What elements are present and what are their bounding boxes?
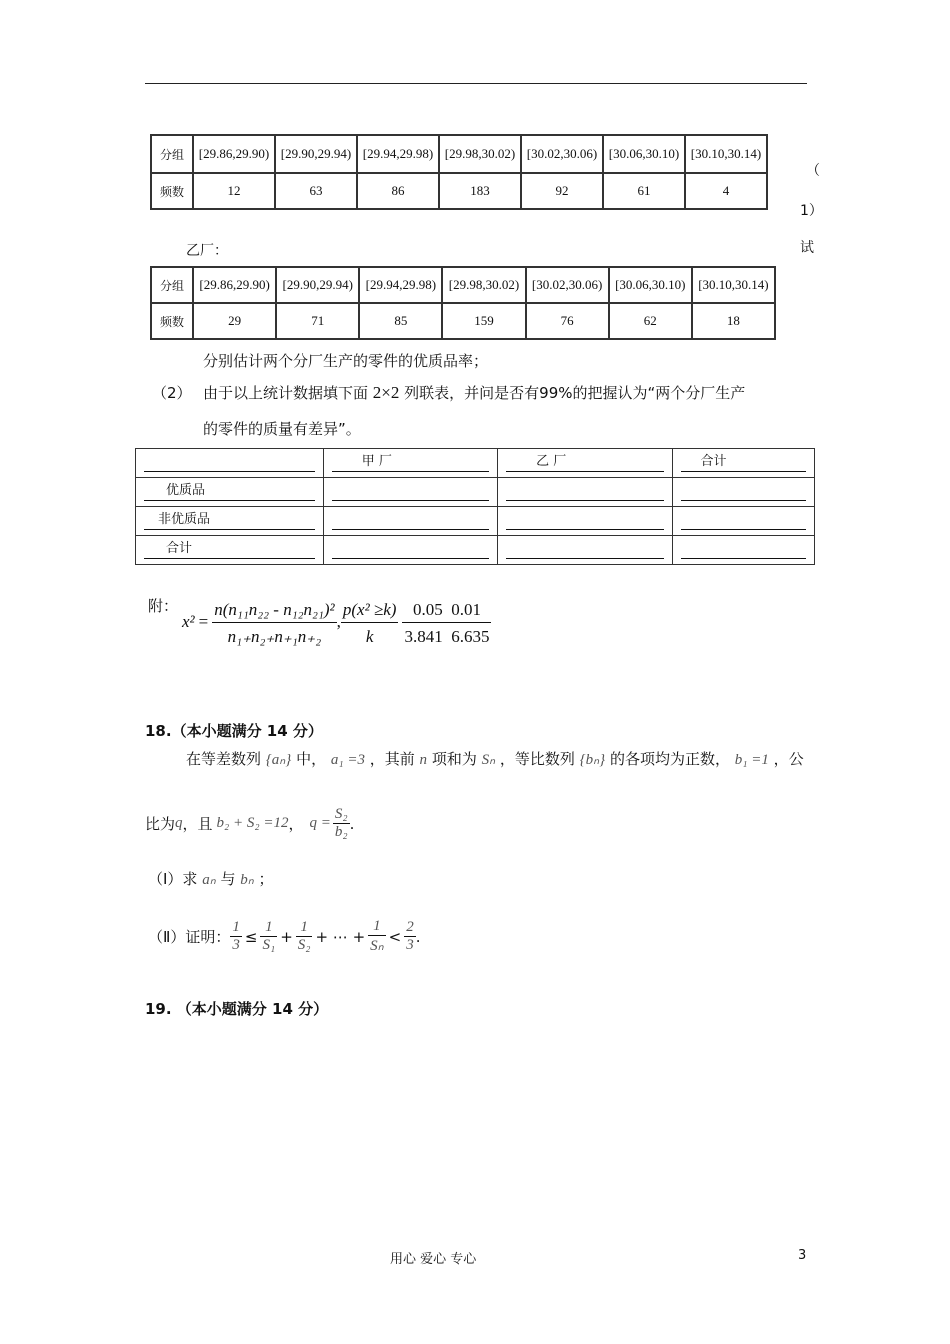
factory-b-count: 76 xyxy=(526,303,609,339)
factory-a-count: 12 xyxy=(193,173,275,209)
q18-text: 的各项均为正数， xyxy=(609,750,730,768)
factory-b-count: 29 xyxy=(193,303,276,339)
factory-a-group: [29.90,29.94) xyxy=(275,135,357,173)
q18-math: q = xyxy=(309,815,331,831)
frac-num: 1 xyxy=(296,919,313,937)
p-value: 0.05 xyxy=(412,600,443,619)
q18-math: b₁ =1 xyxy=(734,752,769,768)
q18-math: Sₙ xyxy=(481,752,496,768)
q18-math: q xyxy=(175,815,183,831)
factory-a-count: 4 xyxy=(685,173,767,209)
factory-a-group: [30.02,30.06) xyxy=(521,135,603,173)
q18-text: . xyxy=(349,814,355,833)
footer-center: 用心 爱心 专心 xyxy=(390,1252,477,1267)
formula-denominator: n₁₊n₂₊n₊₁n₊₂ xyxy=(227,627,322,646)
q18-text: 与 xyxy=(220,870,236,888)
factory-b-table xyxy=(150,266,776,340)
factory-a-group: [29.86,29.90) xyxy=(193,135,275,173)
q18-text: ，且 xyxy=(182,815,213,833)
frac-num: 2 xyxy=(406,919,414,935)
frac-den: S₂ xyxy=(297,937,311,953)
q18-part1 xyxy=(148,868,274,889)
ct-cell[interactable] xyxy=(506,542,663,559)
q18-math: b₂ + S₂ =12 xyxy=(216,815,289,831)
q18-text: ， xyxy=(288,815,304,833)
factory-a-count: 61 xyxy=(603,173,685,209)
q17-part1-text: 分别估计两个分厂生产的零件的优质品率； xyxy=(203,352,489,370)
op: + ⋯ + xyxy=(315,927,366,946)
ct-header: 合计 xyxy=(681,455,807,472)
k-value: 6.635 xyxy=(451,627,490,646)
frac-num: 1 xyxy=(368,918,385,936)
q18-text: 中， xyxy=(296,750,327,768)
q18-text: ，等比数列 xyxy=(499,750,575,768)
q19-heading: 19. （本小题满分 14 分） xyxy=(145,1000,329,1018)
factory-a-count: 92 xyxy=(521,173,603,209)
op: ≤ xyxy=(244,927,258,946)
factory-b-group: [29.98,30.02) xyxy=(442,267,525,303)
op: . xyxy=(415,927,421,946)
factory-b-group: [30.02,30.06) xyxy=(526,267,609,303)
factory-a-group: [30.10,30.14) xyxy=(685,135,767,173)
q18-text: 比为 xyxy=(145,815,176,833)
factory-b-group: [29.94,29.98) xyxy=(359,267,442,303)
factory-b-header-label: 分组 xyxy=(151,267,193,303)
factory-b-group: [29.90,29.94) xyxy=(276,267,359,303)
side-text-one: 1） xyxy=(800,203,823,219)
q18-part2 xyxy=(148,918,421,955)
q18-heading: 18.（本小题满分 14 分） xyxy=(145,722,323,740)
chi-square-formula xyxy=(182,588,491,647)
q17-part2-math: 2×2 xyxy=(372,383,400,402)
ct-cell[interactable] xyxy=(681,542,807,559)
page-number: 3 xyxy=(798,1248,807,1263)
q17-part2-text-a: 由于以上统计数据填下面 xyxy=(203,384,369,402)
factory-a-header-label: 分组 xyxy=(151,135,193,173)
p-label: p(x² ≥k) xyxy=(341,600,399,623)
q18-text: 在等差数列 xyxy=(186,750,262,768)
factory-b-group: [30.06,30.10) xyxy=(609,267,692,303)
ct-header xyxy=(144,455,315,472)
formula-eq: = xyxy=(198,611,209,631)
factory-a-count: 183 xyxy=(439,173,521,209)
q18-math: {bₙ} xyxy=(579,752,606,768)
ct-cell[interactable] xyxy=(332,484,489,501)
op: + xyxy=(280,927,293,946)
frac-num: 1 xyxy=(232,919,240,935)
factory-b-count: 85 xyxy=(359,303,442,339)
factory-b-group: [29.86,29.90) xyxy=(193,267,276,303)
ct-cell[interactable] xyxy=(681,513,807,530)
ct-row-label: 优质品 xyxy=(144,484,315,501)
q18-math: {aₙ} xyxy=(265,752,292,768)
ct-cell[interactable] xyxy=(681,484,807,501)
q-frac-num: S₂ xyxy=(334,806,348,822)
q17-part2-num: （2） xyxy=(152,384,192,402)
ct-header: 甲 厂 xyxy=(332,455,489,472)
factory-a-count-label: 频数 xyxy=(151,173,193,209)
factory-b-count: 62 xyxy=(609,303,692,339)
header-rule xyxy=(145,83,807,84)
k-label: k xyxy=(365,627,374,646)
q18-text: （Ⅰ）求 xyxy=(148,870,198,888)
frac-den: 3 xyxy=(406,937,414,953)
factory-a-count: 63 xyxy=(275,173,357,209)
q18-line1 xyxy=(186,748,804,769)
ct-cell[interactable] xyxy=(332,513,489,530)
q18-math: n xyxy=(419,752,428,768)
side-text-open: （ xyxy=(806,163,820,179)
factory-a-table xyxy=(150,134,768,210)
formula-comma: , xyxy=(336,611,341,631)
factory-a-group: [29.94,29.98) xyxy=(357,135,439,173)
factory-a-count: 86 xyxy=(357,173,439,209)
q18-text: ； xyxy=(258,870,274,888)
ct-cell[interactable] xyxy=(332,542,489,559)
ct-cell[interactable] xyxy=(506,484,663,501)
formula-numerator: n(n₁₁n₂₂ - n₁₂n₂₁)² xyxy=(212,600,336,623)
ct-header: 乙 厂 xyxy=(506,455,663,472)
q17-part2-text-b: 列联表，并问是否有99%的把握认为“两个分厂生产 xyxy=(404,384,746,402)
factory-b-count-label: 频数 xyxy=(151,303,193,339)
factory-b-count: 71 xyxy=(276,303,359,339)
factory-a-group: [30.06,30.10) xyxy=(603,135,685,173)
ct-row-label: 合计 xyxy=(144,542,315,559)
p-value: 0.01 xyxy=(451,600,481,619)
factory-b-title: 乙厂： xyxy=(186,243,228,259)
q18-math: bₙ xyxy=(240,872,254,888)
side-text-try: 试 xyxy=(800,240,814,256)
frac-den: 3 xyxy=(232,937,240,953)
formula-lhs: x² xyxy=(182,611,195,631)
q18-text: ，公 xyxy=(773,750,804,768)
q18-text: 项和为 xyxy=(431,750,477,768)
q18-math: aₙ xyxy=(202,872,216,888)
q18-line2 xyxy=(145,806,354,841)
ct-cell[interactable] xyxy=(506,513,663,530)
q18-part2-label: （Ⅱ）证明： xyxy=(148,928,231,946)
factory-a-group: [29.98,30.02) xyxy=(439,135,521,173)
q18-text: ，其前 xyxy=(369,750,415,768)
q17-part2-text-c: 的零件的质量有差异”。 xyxy=(203,420,361,438)
k-value: 3.841 xyxy=(404,627,443,646)
op: < xyxy=(388,927,402,946)
frac-num: 1 xyxy=(260,919,277,937)
frac-den: S₁ xyxy=(262,937,276,953)
contingency-table xyxy=(135,448,815,565)
factory-b-count: 159 xyxy=(442,303,525,339)
q-frac-den: b₂ xyxy=(334,824,348,840)
factory-b-group: [30.10,30.14) xyxy=(692,267,775,303)
appendix-label: 附： xyxy=(148,597,179,615)
ct-row-label: 非优质品 xyxy=(144,513,315,530)
q18-math: a₁ =3 xyxy=(330,752,365,768)
factory-b-count: 18 xyxy=(692,303,775,339)
frac-den: Sₙ xyxy=(370,938,384,954)
